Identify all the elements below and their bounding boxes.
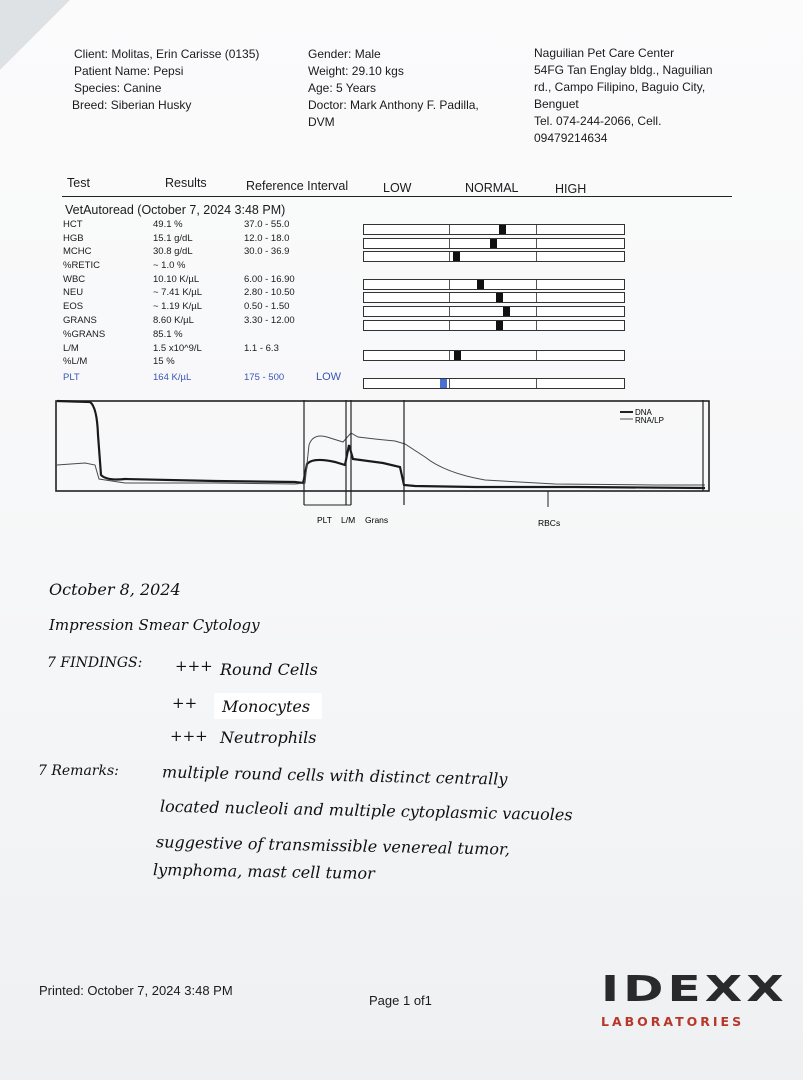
test-result: ~ 1.0 %	[153, 260, 186, 271]
test-name: NEU	[63, 287, 84, 298]
test-reference: 175 - 500	[244, 372, 285, 383]
col-results: Results	[165, 176, 207, 190]
range-divider	[536, 307, 537, 316]
range-bar	[363, 238, 625, 249]
range-bar	[363, 320, 625, 331]
test-name: MCHC	[63, 246, 92, 257]
test-name: HGB	[63, 233, 84, 244]
clinic-info	[534, 45, 713, 147]
legend-rna: RNA/LP	[635, 416, 664, 425]
page-shadow	[0, 0, 70, 70]
test-name: %L/M	[63, 356, 88, 367]
test-name: L/M	[63, 343, 79, 354]
finding-3: Neutrophils	[220, 728, 317, 747]
patient-name: Patient Name: Pepsi	[74, 64, 184, 78]
col-high: HIGH	[555, 182, 587, 196]
label-grans: Grans	[365, 515, 389, 525]
test-result: 85.1 %	[153, 329, 183, 340]
finding-3-grade: +++	[170, 727, 208, 745]
age: Age: 5 Years	[308, 81, 377, 95]
legend-dna: DNA	[635, 408, 652, 417]
range-marker	[477, 280, 484, 289]
weight: Weight: 29.10 kgs	[308, 64, 404, 78]
range-bar	[363, 279, 625, 290]
col-normal: NORMAL	[465, 181, 519, 195]
page-number: Page 1 of1	[369, 993, 432, 1008]
label-plt: PLT	[317, 515, 332, 525]
test-reference: 6.00 - 16.90	[244, 274, 295, 285]
test-row	[63, 286, 363, 299]
range-bar	[363, 251, 625, 262]
test-result: 15.1 g/dL	[153, 233, 193, 244]
test-result: 15 %	[153, 356, 175, 367]
clinic-address-1: 54FG Tan Englay bldg., Naguilian	[534, 63, 713, 77]
remark-line-2: located nucleoli and multiple cytoplasmic vacuoles	[159, 796, 573, 825]
note-date: October 8, 2024	[49, 580, 181, 599]
range-marker	[454, 351, 461, 360]
doctor-title: DVM	[308, 115, 335, 129]
test-reference: 12.0 - 18.0	[244, 233, 290, 244]
range-marker	[496, 293, 503, 302]
test-result: 8.60 K/µL	[153, 315, 194, 326]
test-reference: 37.0 - 55.0	[244, 219, 290, 230]
range-divider	[536, 239, 537, 248]
histogram-dna-curve	[57, 401, 705, 488]
species: Species: Canine	[74, 81, 162, 95]
idexx-logo	[601, 969, 788, 1040]
range-divider	[449, 252, 450, 261]
test-flag: LOW	[316, 371, 342, 383]
remark-line-3: suggestive of transmissible venereal tumor,	[155, 832, 511, 859]
section-title: VetAutoread (October 7, 2024 3:48 PM)	[65, 203, 286, 217]
client-name: Client: Molitas, Erin Carisse (0135)	[74, 47, 260, 61]
label-lm: L/M	[341, 515, 356, 525]
range-divider	[536, 293, 537, 302]
range-marker	[453, 252, 460, 261]
header-rule	[62, 196, 732, 197]
finding-1-grade: +++	[175, 657, 213, 675]
breed: Breed: Siberian Husky	[72, 98, 192, 112]
logo-subtitle: LABORATORIES	[601, 1014, 745, 1029]
note-impression: Impression Smear Cytology	[49, 616, 260, 634]
histogram	[55, 395, 715, 530]
range-divider	[449, 239, 450, 248]
test-result: 49.1 %	[153, 219, 183, 230]
range-marker	[490, 239, 497, 248]
test-result: 30.8 g/dL	[153, 246, 193, 257]
range-divider	[449, 351, 450, 360]
test-row	[63, 300, 363, 313]
clinic-cell: 09479214634	[534, 131, 608, 145]
range-bar	[363, 292, 625, 303]
test-row	[63, 232, 363, 245]
test-row	[63, 314, 363, 327]
finding-1: Round Cells	[220, 660, 318, 679]
range-divider	[449, 225, 450, 234]
range-divider	[449, 321, 450, 330]
test-result: ~ 1.19 K/µL	[153, 301, 203, 312]
col-reference: Reference Interval	[246, 179, 349, 193]
test-result: 164 K/µL	[153, 372, 192, 383]
doctor: Doctor: Mark Anthony F. Padilla,	[308, 98, 479, 112]
histogram-frame	[56, 401, 709, 491]
test-reference: 3.30 - 12.00	[244, 315, 295, 326]
test-name: GRANS	[63, 315, 97, 326]
range-marker	[440, 379, 447, 388]
range-marker	[499, 225, 506, 234]
test-name: EOS	[63, 301, 84, 312]
test-name: HCT	[63, 219, 83, 230]
test-reference: 1.1 - 6.3	[244, 343, 279, 354]
range-marker	[496, 321, 503, 330]
printed-date: Printed: October 7, 2024 3:48 PM	[39, 983, 233, 998]
range-bar	[363, 378, 625, 389]
finding-2-grade: ++	[172, 694, 198, 712]
remark-line-1: multiple round cells with distinct centrally	[161, 762, 508, 789]
test-row	[63, 355, 363, 368]
range-divider	[536, 225, 537, 234]
range-marker	[503, 307, 510, 316]
test-row	[63, 273, 363, 286]
range-divider	[449, 280, 450, 289]
range-divider	[536, 379, 537, 388]
test-result: 1.5 x10^9/L	[153, 343, 202, 354]
test-row	[63, 342, 363, 355]
range-divider	[449, 379, 450, 388]
logo-wordmark: IDEXX	[601, 969, 788, 1010]
test-name: %GRANS	[63, 329, 106, 340]
test-reference: 30.0 - 36.9	[244, 246, 290, 257]
finding-2: Monocytes	[222, 697, 311, 716]
label-rbcs: RBCs	[538, 518, 561, 528]
test-reference: 2.80 - 10.50	[244, 287, 295, 298]
test-name: %RETIC	[63, 260, 100, 271]
range-divider	[536, 280, 537, 289]
test-result: 10.10 K/µL	[153, 274, 200, 285]
clinic-phone: Tel. 074-244-2066, Cell.	[534, 114, 662, 128]
gender: Gender: Male	[308, 47, 381, 61]
test-row	[63, 371, 363, 384]
range-bar	[363, 224, 625, 235]
test-result: ~ 7.41 K/µL	[153, 287, 203, 298]
histogram-rna-curve	[57, 433, 705, 485]
client-info	[74, 46, 259, 114]
range-divider	[449, 307, 450, 316]
range-divider	[536, 321, 537, 330]
clinic-name: Naguilian Pet Care Center	[534, 46, 675, 60]
range-divider	[536, 351, 537, 360]
range-divider	[449, 293, 450, 302]
remark-line-4: lymphoma, mast cell tumor	[152, 860, 375, 883]
test-row	[63, 259, 363, 272]
range-bar	[363, 306, 625, 317]
remarks-label: 7 Remarks:	[38, 763, 119, 779]
test-name: PLT	[63, 372, 80, 383]
range-divider	[536, 252, 537, 261]
clinic-address-2: rd., Campo Filipino, Baguio City,	[534, 80, 706, 94]
findings-label: 7 FINDINGS:	[47, 655, 143, 671]
test-row	[63, 245, 363, 258]
test-row	[63, 218, 363, 231]
col-test: Test	[67, 176, 90, 190]
range-bar	[363, 350, 625, 361]
col-low: LOW	[383, 181, 412, 195]
clinic-address-3: Benguet	[534, 97, 579, 111]
test-row	[63, 328, 363, 341]
test-name: WBC	[63, 274, 86, 285]
test-reference: 0.50 - 1.50	[244, 301, 290, 312]
patient-details	[308, 46, 479, 131]
